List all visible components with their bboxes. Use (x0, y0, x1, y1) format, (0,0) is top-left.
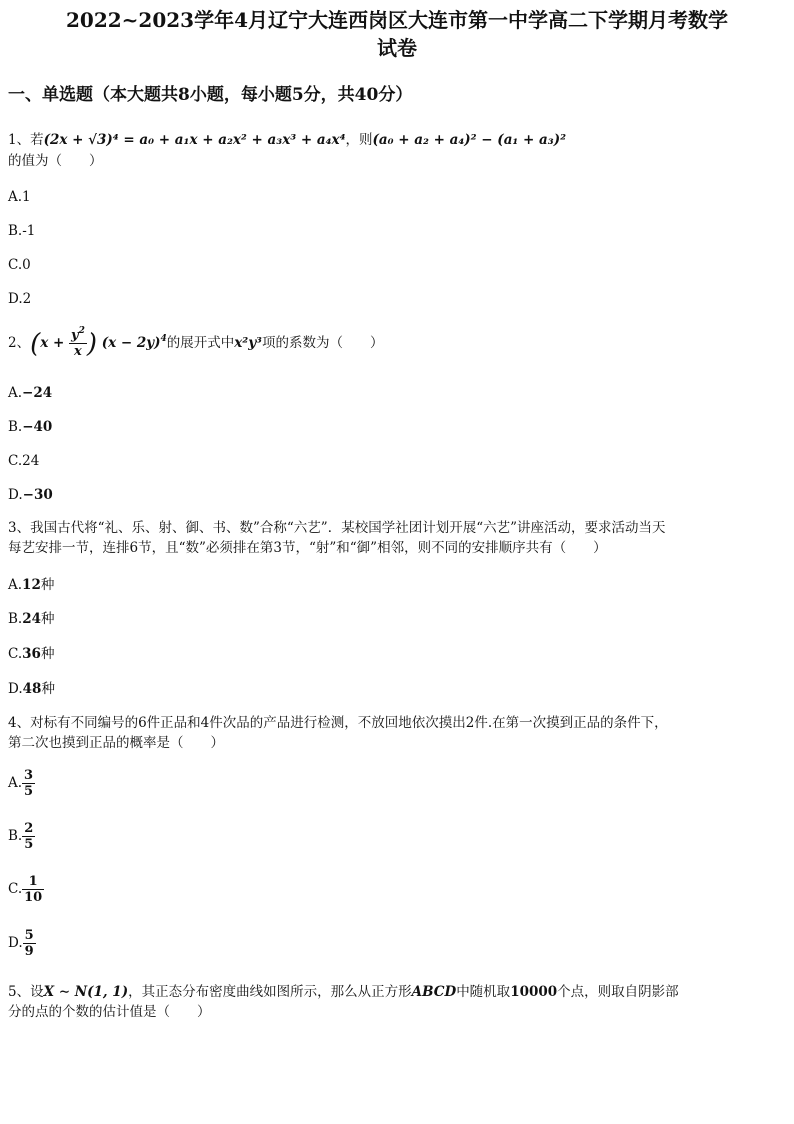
q5-distribution: X ∼ N(1, 1) (43, 984, 129, 1000)
q4-option-a: A. $\frac{3}{5}$ (8, 768, 34, 799)
q1-prefix: 若 (30, 132, 44, 148)
q1-expression: (2x + √3)⁴ = a₀ + a₁x + a₂x² + a₃x³ + a₄x⁴ (43, 132, 346, 148)
title-line-2: 试卷 (377, 36, 417, 60)
q1-option-b: B.-1 (8, 223, 36, 239)
question-number: 3、 (8, 520, 31, 536)
q2-term: x²y³ (234, 335, 262, 351)
title-line-1: 2022~2023学年4月辽宁大连西岗区大连市第一中学高二下学期月考数学 (65, 8, 728, 32)
q3-option-a: A.12种 (8, 577, 55, 593)
q4-option-d: D. $\frac{5}{9}$ (8, 928, 34, 959)
section-heading: 一、单选题（本大题共8小题，每小题5分，共40分） (8, 85, 413, 105)
question-number: 1、 (8, 132, 31, 148)
q4-option-b: B. $\frac{2}{5}$ (8, 821, 34, 852)
q2-option-a: A.−24 (8, 385, 53, 401)
question-2 (8, 328, 788, 370)
q1-option-d: D.2 (8, 291, 32, 307)
question-3-line-2: 每艺安排一节，连排6节，且“数”必须排在第3节，“射”和“御”相邻，则不同的安排顺序共有（ ） (8, 540, 607, 556)
q1-expression-2: (a₀ + a₂ + a₄)² − (a₁ + a₃)² (372, 132, 567, 148)
q3-line-1: 我国古代将“礼、乐、射、御、书、数”合称“六艺”．某校国学社团计划开展“六艺”讲座活动，要求活动当天 (30, 520, 666, 536)
q2-option-c: C.24 (8, 453, 40, 469)
question-4-line-2: 第二次也摸到正品的概率是（ ） (8, 735, 224, 751)
question-3 (8, 519, 788, 538)
q2-option-d: D.−30 (8, 487, 53, 503)
q1-option-a: A.1 (8, 189, 31, 205)
q3-option-c: C.36种 (8, 646, 55, 662)
question-number: 5、 (8, 984, 31, 1000)
question-number: 2、 (8, 335, 31, 351)
question-5-line-2: 分的点的个数的估计值是（ ） (8, 1004, 211, 1020)
q3-option-b: B.24种 (8, 611, 55, 627)
question-5: 5、设X ∼ N(1, 1)，其正态分布密度曲线如图所示，那么从正方形ABCD中随机取10000个点，则取自阴影部 (8, 984, 679, 1000)
q2-expression: (x + $\frac{y^2}{x}$ ) $(x - 2y)^4$ (30, 326, 167, 359)
q1-mid: ，则 (345, 132, 373, 148)
question-number: 4、 (8, 715, 31, 731)
q5-count: 10000 (510, 984, 558, 1000)
q4-option-c: C. $\frac{1}{10}$ (8, 874, 43, 905)
q2-suffix-b: 项的系数为（ ） (261, 335, 384, 351)
q4-line-1: 对标有不同编号的6件正品和4件次品的产品进行检测，不放回地依次摸出2件.在第一次摸到正品的条件下， (30, 715, 668, 731)
q3-option-d: D.48种 (8, 681, 55, 697)
q2-option-b: B.−40 (8, 419, 53, 435)
question-4 (8, 714, 788, 733)
question-1 (8, 131, 788, 150)
q1-option-c: C.0 (8, 257, 31, 273)
q2-suffix-a: 的展开式中 (166, 335, 235, 351)
q5-square: ABCD (411, 984, 457, 1000)
exam-title (0, 6, 794, 62)
question-1-line-2: 的值为（ ） (8, 153, 103, 169)
